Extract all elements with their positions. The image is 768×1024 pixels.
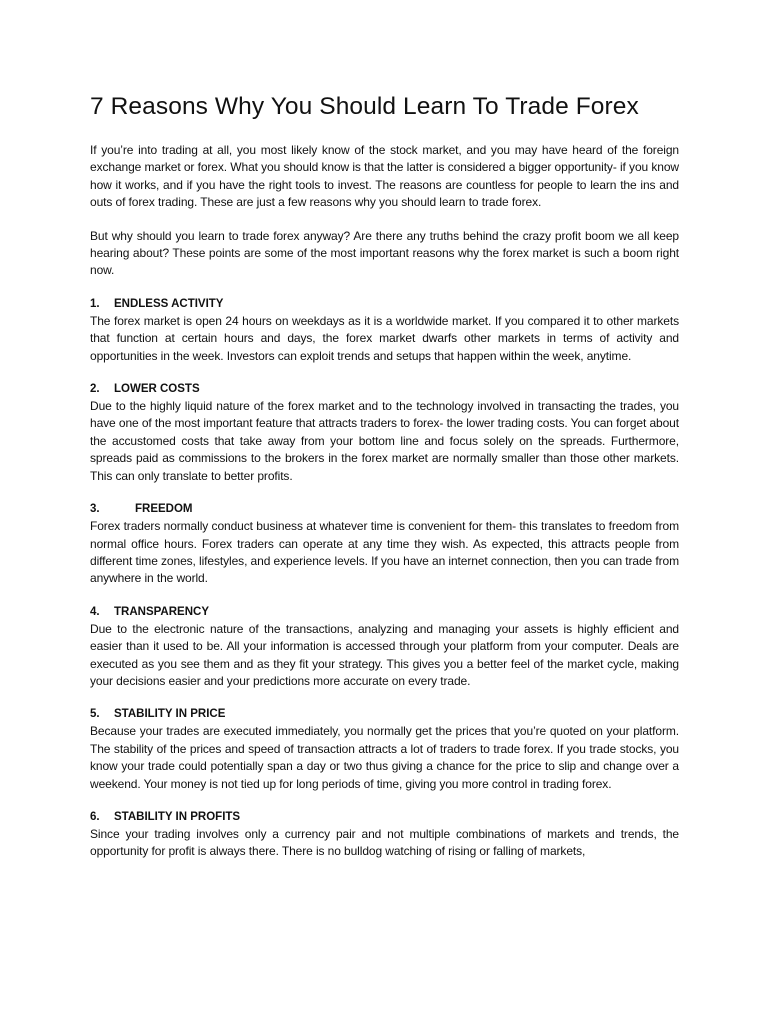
section-freedom bbox=[90, 501, 679, 588]
section-body: Due to the electronic nature of the transactions, analyzing and managing your assets is highly efficient and easier than it used to be. All your information is accessed through your platform from your computer. Deals are executed as you see them and as they fit your strategy. This gives you a better feel of the market cycle, making your decisions easier and your predictions more accurate on every trade. bbox=[90, 621, 679, 688]
intro-paragraph-1: If you’re into trading at all, you most likely know of the stock market, and you may have heard of the foreign exchange market or forex. What you should know is that the latter is considered a bigger opportunity- if you know how it works, and if you have the right tools to invest. The reasons are countless for people to learn the ins and outs of forex trading. These are just a few reasons why you should learn to trade forex. bbox=[90, 143, 679, 210]
section-title: TRANSPARENCY bbox=[114, 605, 209, 618]
section-heading bbox=[90, 296, 679, 313]
section-transparency bbox=[90, 604, 679, 691]
section-number: 6. bbox=[90, 810, 100, 823]
section-number: 5. bbox=[90, 708, 100, 721]
section-title: LOWER COSTS bbox=[114, 383, 200, 396]
section-body: Forex traders normally conduct business at whatever time is convenient for them- this translates to freedom from normal office hours. Forex traders can operate at any time they wish. As expected, this attracts people from different time zones, lifestyles, and experience levels. If you have an internet connection, then you can trade from anywhere in the world. bbox=[90, 519, 679, 586]
section-heading bbox=[90, 381, 679, 398]
section-endless-activity bbox=[90, 296, 679, 365]
section-title: STABILITY IN PRICE bbox=[114, 708, 226, 721]
section-body: The forex market is open 24 hours on weekdays as it is a worldwide market. If you compared it to other markets that function at certain hours and days, the forex market dwarfs other markets in terms of activity and opportunities in the week. Investors can exploit trends and setups that happen within the week, anytime. bbox=[90, 313, 679, 363]
page-title: 7 Reasons Why You Should Learn To Trade Forex bbox=[90, 93, 639, 120]
section-body: Since your trading involves only a currency pair and not multiple combinations of markets and trends, the opportunity for profit is always there. There is no bulldog watching of rising or falling of markets, bbox=[90, 826, 679, 859]
section-heading bbox=[90, 706, 679, 723]
section-number: 1. bbox=[90, 297, 100, 310]
section-title: ENDLESS ACTIVITY bbox=[114, 297, 224, 310]
section-heading bbox=[90, 604, 679, 621]
section-number: 2. bbox=[90, 383, 100, 396]
section-heading bbox=[90, 809, 679, 826]
section-lower-costs bbox=[90, 381, 679, 485]
section-stability-in-profits bbox=[90, 809, 679, 861]
section-number: 3. bbox=[90, 503, 100, 516]
section-number: 4. bbox=[90, 605, 100, 618]
section-title: STABILITY IN PROFITS bbox=[114, 810, 241, 823]
section-body: Because your trades are executed immediately, you normally get the prices that you’re quoted on your platform. The stability of the prices and speed of transaction attracts a lot of traders to trade forex. If you trade stocks, you know your trade could potentially span a day or two thus giving a chance for the price to slip and change over a weekend. Your money is not tied up for long periods of time, giving you more control in trading forex. bbox=[90, 724, 679, 791]
section-title: FREEDOM bbox=[135, 503, 193, 516]
section-heading bbox=[90, 501, 679, 518]
section-body: Due to the highly liquid nature of the forex market and to the technology involved in transacting the trades, you have one of the most important feature that attracts traders to forex- the lower trading costs. You can forget about the accustomed costs that take away from your bottom line and focus solely on the spreads. Furthermore, spreads paid as commissions to the brokers in the forex market are normally smaller than those other markets. This can only translate to better profits. bbox=[90, 399, 679, 483]
section-stability-in-price bbox=[90, 706, 679, 793]
intro-paragraph-2: But why should you learn to trade forex anyway? Are there any truths behind the crazy profit boom we all keep hearing about? These points are some of the most important reasons why the forex market is such a boom right now. bbox=[90, 228, 679, 278]
